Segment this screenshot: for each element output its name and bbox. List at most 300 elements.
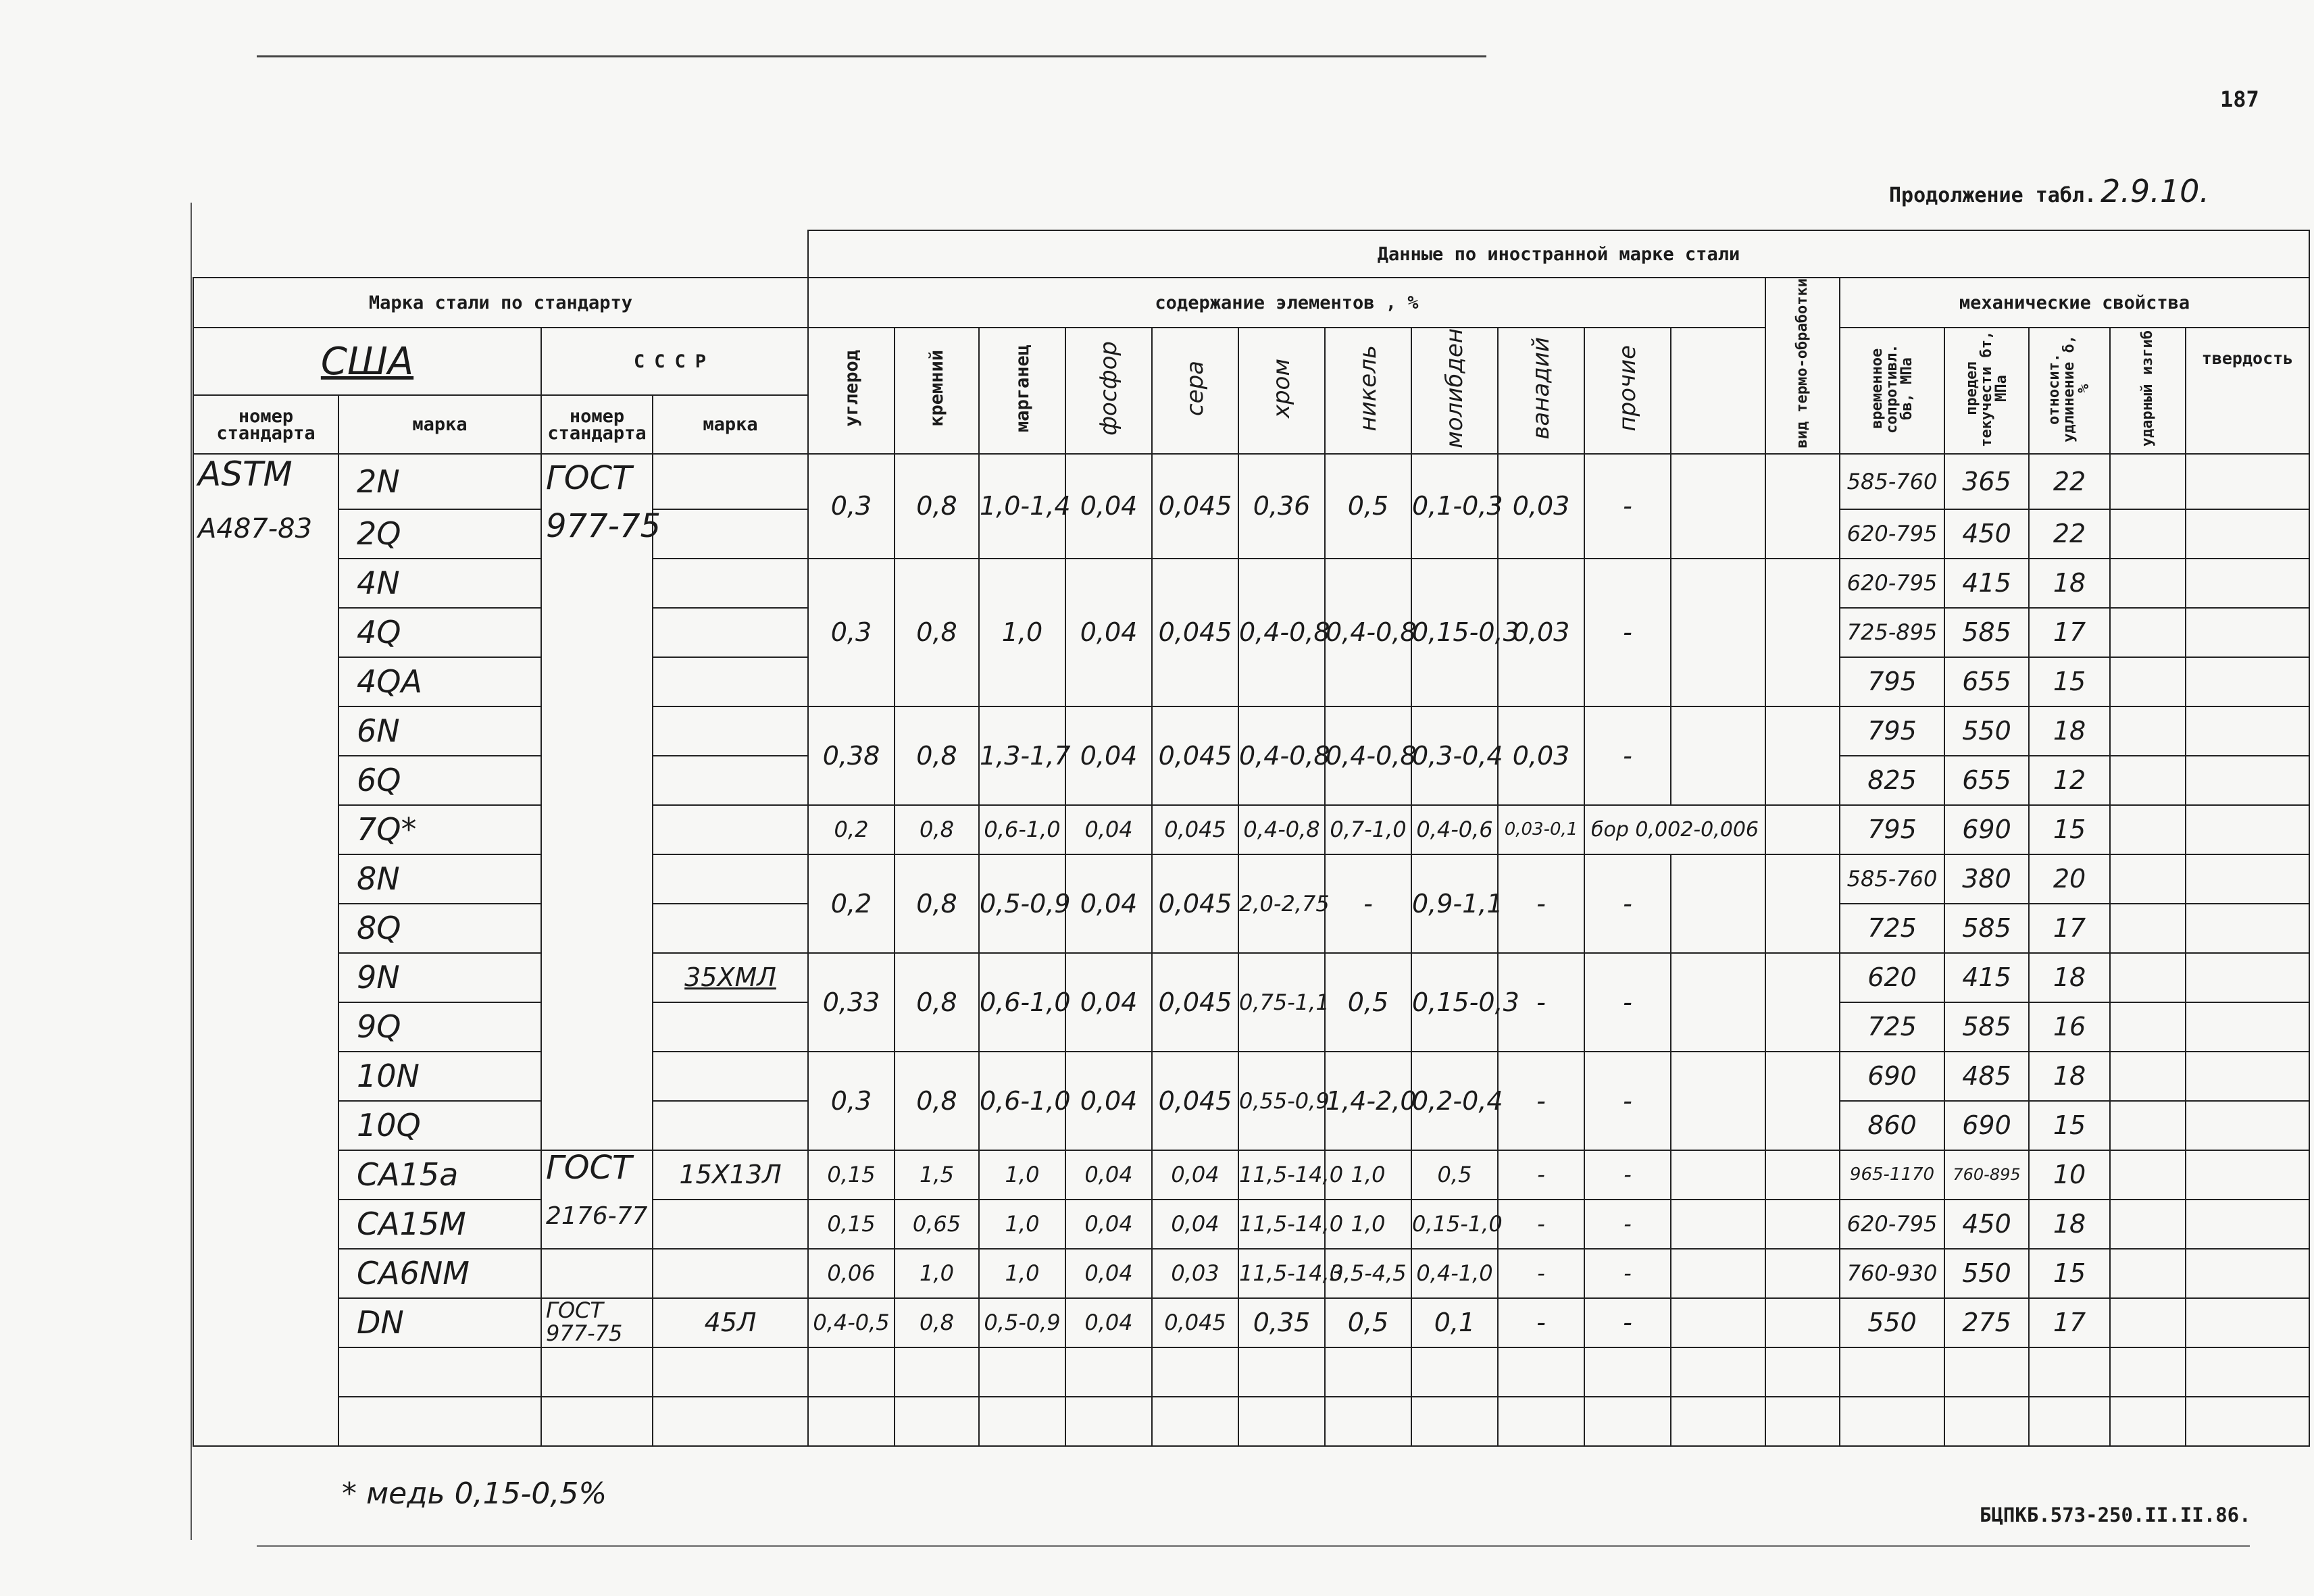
grade-cell: CA15M [338,1200,541,1249]
other-cell: - [1584,454,1671,559]
molybdenum-cell: 0,9-1,1 [1411,854,1498,953]
yield-cell: 760-895 [1944,1150,2029,1200]
other-cell: - [1584,1200,1671,1249]
elongation-cell: 15 [2029,805,2110,854]
impact-cell [2110,1002,2186,1052]
grade-cell: 6Q [338,756,541,805]
sulfur-cell: 0,045 [1152,953,1238,1052]
chromium-cell: 11,5-14,0 [1238,1150,1325,1200]
yield-cell: 655 [1944,756,2029,805]
table-reference: 2.9.10. [2101,173,2209,209]
header-other: прочие [1584,328,1671,454]
phosphorus-cell: 0,04 [1065,706,1152,805]
elongation-cell: 15 [2029,657,2110,706]
ussr-grade-cell [653,1200,808,1249]
elongation-cell: 17 [2029,904,2110,953]
chromium-cell: 0,36 [1238,454,1325,559]
sulfur-cell: 0,045 [1152,559,1238,706]
nickel-cell: 0,7-1,0 [1325,805,1411,854]
table-row [193,953,2309,1002]
tensile-cell: 795 [1840,805,1944,854]
tensile-cell: 825 [1840,756,1944,805]
usa-std-cell [193,1200,338,1249]
molybdenum-cell: 0,4-0,6 [1411,805,1498,854]
sulfur-cell: 0,045 [1152,706,1238,805]
table-row [193,1298,2309,1347]
ussr-std-cell [541,657,653,706]
nickel-cell: - [1325,854,1411,953]
yield-cell: 690 [1944,805,2029,854]
blank-cell [1671,1249,1765,1298]
ussr-grade-cell [653,657,808,706]
header-yield-strength: предел текучести бт, МПа [1944,328,2029,454]
left-margin-rule [191,203,192,1540]
hardness-cell [2186,559,2309,608]
heat-treatment-cell [1765,1200,1840,1249]
silicon-cell: 0,8 [895,706,979,805]
yield-cell: 485 [1944,1052,2029,1101]
manganese-cell: 1,0 [979,1150,1065,1200]
usa-std-cell [193,1101,338,1150]
carbon-cell: 0,3 [808,1052,895,1150]
usa-std-cell [193,953,338,1002]
ussr-std-cell: ГОСТ [541,1150,653,1200]
impact-cell [2110,854,2186,904]
other-cell: - [1584,559,1671,706]
hardness-cell [2186,1002,2309,1052]
hardness-cell [2186,953,2309,1002]
usa-std-cell: ASTM [193,454,338,509]
ussr-std-cell: ГОСТ [541,454,653,509]
ussr-grade-cell [653,756,808,805]
other-cell: - [1584,1298,1671,1347]
tensile-cell: 860 [1840,1101,1944,1150]
elongation-cell: 18 [2029,1052,2110,1101]
impact-cell [2110,805,2186,854]
ussr-grade-cell [653,854,808,904]
sulfur-cell: 0,045 [1152,1052,1238,1150]
tensile-cell: 620-795 [1840,559,1944,608]
heat-treatment-cell [1765,454,1840,559]
impact-cell [2110,953,2186,1002]
tensile-cell: 585-760 [1840,854,1944,904]
carbon-cell: 0,2 [808,854,895,953]
carbon-cell: 0,15 [808,1150,895,1200]
hardness-cell [2186,1101,2309,1150]
document-code: БЦПКБ.573-250.II.II.86. [1980,1503,2251,1526]
chromium-cell: 0,4-0,8 [1238,805,1325,854]
elongation-cell: 22 [2029,509,2110,559]
ussr-std-cell [541,1101,653,1150]
grade-cell: 10Q [338,1101,541,1150]
silicon-cell: 0,8 [895,953,979,1052]
grade-cell: CA6NM [338,1249,541,1298]
grade-cell: 4Q [338,608,541,657]
sulfur-cell: 0,045 [1152,854,1238,953]
ussr-std-cell: 977-75 [541,509,653,559]
usa-std-cell [193,1249,338,1298]
elongation-cell: 15 [2029,1101,2110,1150]
elongation-cell: 18 [2029,559,2110,608]
vanadium-cell: - [1498,1150,1584,1200]
ussr-std-cell [541,559,653,608]
tensile-cell: 725 [1840,1002,1944,1052]
other-cell: бор 0,002-0,006 [1584,805,1765,854]
manganese-cell: 1,3-1,7 [979,706,1065,805]
molybdenum-cell: 0,1 [1411,1298,1498,1347]
yield-cell: 585 [1944,1002,2029,1052]
silicon-cell: 0,8 [895,1052,979,1150]
ussr-grade-cell [653,1002,808,1052]
grade-cell: CA15a [338,1150,541,1200]
phosphorus-cell: 0,04 [1065,1052,1152,1150]
usa-std-cell [193,1298,338,1347]
other-cell: - [1584,706,1671,805]
elongation-cell: 16 [2029,1002,2110,1052]
ussr-header: СССР [541,328,808,395]
sulfur-cell: 0,045 [1152,805,1238,854]
molybdenum-cell: 0,4-1,0 [1411,1249,1498,1298]
phosphorus-cell: 0,04 [1065,1249,1152,1298]
yield-cell: 550 [1944,706,2029,756]
silicon-cell: 0,65 [895,1200,979,1249]
phosphorus-cell: 0,04 [1065,953,1152,1052]
heat-treatment-cell [1765,805,1840,854]
tensile-cell: 690 [1840,1052,1944,1101]
tensile-cell: 620-795 [1840,509,1944,559]
hardness-cell [2186,904,2309,953]
heat-treatment-cell [1765,1249,1840,1298]
molybdenum-cell: 0,2-0,4 [1411,1052,1498,1150]
blank-cell [1671,1298,1765,1347]
ussr-std-cell [541,854,653,904]
heat-treatment-cell [1765,559,1840,706]
ussr-std-cell: 2176-77 [541,1200,653,1249]
mechanical-properties-header: механические свойства [1840,278,2309,328]
tensile-cell: 620-795 [1840,1200,1944,1249]
other-cell: - [1584,953,1671,1052]
phosphorus-cell: 0,04 [1065,454,1152,559]
vanadium-cell: 0,03 [1498,559,1584,706]
silicon-cell: 0,8 [895,559,979,706]
usa-std-cell [193,904,338,953]
page-number: 187 [2220,86,2259,112]
usa-std-cell [193,854,338,904]
table-row [193,805,2309,854]
chromium-cell: 0,35 [1238,1298,1325,1347]
ussr-std-cell [541,953,653,1002]
element-content-header: содержание элементов , % [808,278,1765,328]
blank-cell [1671,706,1765,805]
heat-treatment-cell [1765,1298,1840,1347]
chromium-cell: 0,75-1,1 [1238,953,1325,1052]
header-manganese: марганец [979,328,1065,454]
impact-cell [2110,1249,2186,1298]
phosphorus-cell: 0,04 [1065,1200,1152,1249]
table-row [193,1249,2309,1298]
silicon-cell: 0,8 [895,805,979,854]
header-elongation: относит. удлинение δ, % [2029,328,2110,454]
grade-cell: 7Q* [338,805,541,854]
other-cell: - [1584,1150,1671,1200]
ussr-grade-cell [653,706,808,756]
header-impact-bend: ударный изгиб [2110,328,2186,454]
carbon-cell: 0,3 [808,454,895,559]
chromium-cell: 11,5-14,0 [1238,1249,1325,1298]
ussr-grade-cell [653,509,808,559]
manganese-cell: 0,6-1,0 [979,953,1065,1052]
yield-cell: 550 [1944,1249,2029,1298]
blank-cell [1671,1052,1765,1150]
usa-std-cell [193,1002,338,1052]
heat-treatment-cell [1765,1150,1840,1200]
ussr-grade-cell: 45Л [653,1298,808,1347]
ussr-std-cell [541,706,653,756]
tensile-cell: 795 [1840,657,1944,706]
table-row [193,706,2309,756]
vanadium-cell: - [1498,953,1584,1052]
impact-cell [2110,1150,2186,1200]
ussr-grade-cell [653,1052,808,1101]
yield-cell: 415 [1944,559,2029,608]
sulfur-cell: 0,045 [1152,454,1238,559]
sulfur-cell: 0,04 [1152,1150,1238,1200]
tensile-cell: 795 [1840,706,1944,756]
silicon-cell: 1,5 [895,1150,979,1200]
header-hardness: твердость [2186,328,2309,454]
impact-cell [2110,454,2186,509]
yield-cell: 585 [1944,608,2029,657]
molybdenum-cell: 0,5 [1411,1150,1498,1200]
molybdenum-cell: 0,15-1,0 [1411,1200,1498,1249]
nickel-cell: 0,4-0,8 [1325,706,1411,805]
other-cell: - [1584,1052,1671,1150]
vanadium-cell: - [1498,854,1584,953]
carbon-cell: 0,2 [808,805,895,854]
hardness-cell [2186,756,2309,805]
table-continuation-label [1889,173,2209,209]
vanadium-cell: 0,03 [1498,454,1584,559]
usa-std-cell [193,1150,338,1200]
ussr-grade-cell: 35ХМЛ [653,953,808,1002]
blank-corner [193,230,808,278]
carbon-cell: 0,15 [808,1200,895,1249]
yield-cell: 655 [1944,657,2029,706]
table-row [193,1150,2309,1200]
ussr-grade-cell [653,904,808,953]
yield-cell: 275 [1944,1298,2029,1347]
nickel-cell: 0,4-0,8 [1325,559,1411,706]
heat-treatment-cell [1765,854,1840,953]
manganese-cell: 0,5-0,9 [979,1298,1065,1347]
usa-std-cell [193,1052,338,1101]
yield-cell: 450 [1944,1200,2029,1249]
chromium-cell: 0,4-0,8 [1238,706,1325,805]
impact-cell [2110,1200,2186,1249]
empty-table-row [193,1347,2309,1397]
hardness-cell [2186,1200,2309,1249]
blank-cell [1671,1150,1765,1200]
manganese-cell: 0,5-0,9 [979,854,1065,953]
ussr-grade-header: марка [653,395,808,454]
ussr-grade-cell [653,1249,808,1298]
phosphorus-cell: 0,04 [1065,1298,1152,1347]
ussr-grade-cell [653,1101,808,1150]
elongation-cell: 20 [2029,854,2110,904]
yield-cell: 690 [1944,1101,2029,1150]
elongation-cell: 18 [2029,953,2110,1002]
yield-cell: 365 [1944,454,2029,509]
silicon-cell: 0,8 [895,1298,979,1347]
tensile-cell: 760-930 [1840,1249,1944,1298]
phosphorus-cell: 0,04 [1065,1150,1152,1200]
blank-cell [1671,953,1765,1052]
vanadium-cell: - [1498,1298,1584,1347]
hardness-cell [2186,608,2309,657]
molybdenum-cell: 0,3-0,4 [1411,706,1498,805]
hardness-cell [2186,657,2309,706]
hardness-cell [2186,1150,2309,1200]
phosphorus-cell: 0,04 [1065,854,1152,953]
nickel-cell: 1,0 [1325,1200,1411,1249]
grade-cell: 4QA [338,657,541,706]
header-tensile-strength: временное сопротивл. бв, МПа [1840,328,1944,454]
nickel-cell: 3,5-4,5 [1325,1249,1411,1298]
yield-cell: 380 [1944,854,2029,904]
chromium-cell: 2,0-2,75 [1238,854,1325,953]
empty-table-row [193,1397,2309,1446]
nickel-cell: 0,5 [1325,953,1411,1052]
blank-cell [1671,854,1765,953]
impact-cell [2110,1101,2186,1150]
blank-cell [1671,454,1765,559]
heat-treatment-header: вид термо-обработки [1765,278,1840,454]
carbon-cell: 0,4-0,5 [808,1298,895,1347]
impact-cell [2110,509,2186,559]
grade-cell: 10N [338,1052,541,1101]
usa-std-cell [193,657,338,706]
header-blank-element [1671,328,1765,454]
elongation-cell: 12 [2029,756,2110,805]
tensile-cell: 725-895 [1840,608,1944,657]
tensile-cell: 585-760 [1840,454,1944,509]
tensile-cell: 550 [1840,1298,1944,1347]
molybdenum-cell: 0,15-0,3 [1411,953,1498,1052]
yield-cell: 585 [1944,904,2029,953]
elongation-cell: 17 [2029,1298,2110,1347]
ussr-grade-cell: 15Х13Л [653,1150,808,1200]
usa-grade-header: марка [338,395,541,454]
heat-treatment-cell [1765,953,1840,1052]
usa-std-cell [193,608,338,657]
ussr-std-cell [541,1002,653,1052]
elongation-cell: 15 [2029,1249,2110,1298]
sulfur-cell: 0,045 [1152,1298,1238,1347]
hardness-cell [2186,1249,2309,1298]
carbon-cell: 0,33 [808,953,895,1052]
footnote-copper: * медь 0,15-0,5% [342,1476,607,1511]
usa-std-number-header: номер стандарта [193,395,338,454]
other-cell: - [1584,1249,1671,1298]
impact-cell [2110,657,2186,706]
grade-by-standard-header: Марка стали по стандарту [193,278,808,328]
ussr-grade-cell [653,805,808,854]
hardness-cell [2186,454,2309,509]
impact-cell [2110,1052,2186,1101]
usa-std-cell [193,805,338,854]
usa-std-cell: A487-83 [193,509,338,559]
nickel-cell: 1,0 [1325,1150,1411,1200]
blank-cell [1671,1200,1765,1249]
manganese-cell: 1,0 [979,1200,1065,1249]
ussr-grade-cell [653,559,808,608]
nickel-cell: 0,5 [1325,454,1411,559]
vanadium-cell: 0,03-0,1 [1498,805,1584,854]
grade-cell: 2Q [338,509,541,559]
table-row [193,1200,2309,1249]
tensile-cell: 725 [1840,904,1944,953]
hardness-cell [2186,805,2309,854]
yield-cell: 450 [1944,509,2029,559]
header-sulfur: сера [1152,328,1238,454]
heat-treatment-cell [1765,1052,1840,1150]
header-phosphorus: фосфор [1065,328,1152,454]
carbon-cell: 0,38 [808,706,895,805]
silicon-cell: 0,8 [895,854,979,953]
ussr-std-cell: ГОСТ 977-75 [541,1298,653,1347]
sulfur-cell: 0,03 [1152,1249,1238,1298]
grade-cell: DN [338,1298,541,1347]
usa-header: США [193,328,541,395]
chromium-cell: 0,55-0,9 [1238,1052,1325,1150]
manganese-cell: 0,6-1,0 [979,805,1065,854]
impact-cell [2110,756,2186,805]
elongation-cell: 17 [2029,608,2110,657]
header-vanadium: ванадий [1498,328,1584,454]
elongation-cell: 18 [2029,1200,2110,1249]
vanadium-cell: - [1498,1052,1584,1150]
usa-std-cell [193,706,338,756]
manganese-cell: 1,0-1,4 [979,454,1065,559]
top-rule [257,55,1486,57]
grade-cell: 9Q [338,1002,541,1052]
ussr-std-cell [541,1052,653,1101]
nickel-cell: 0,5 [1325,1298,1411,1347]
phosphorus-cell: 0,04 [1065,805,1152,854]
hardness-cell [2186,706,2309,756]
ussr-std-cell [541,608,653,657]
continuation-text: Продолжение табл. [1889,184,2097,207]
table-row [193,454,2309,509]
steel-grades-table [193,230,2310,1447]
chromium-cell: 11,5-14,0 [1238,1200,1325,1249]
hardness-cell [2186,1052,2309,1101]
ussr-std-number-header: номер стандарта [541,395,653,454]
ussr-grade-cell [653,608,808,657]
vanadium-cell: 0,03 [1498,706,1584,805]
usa-std-cell [193,756,338,805]
other-cell: - [1584,854,1671,953]
hardness-cell [2186,509,2309,559]
hardness-cell [2186,1298,2309,1347]
molybdenum-cell: 0,15-0,3 [1411,559,1498,706]
blank-cell [1671,559,1765,706]
manganese-cell: 0,6-1,0 [979,1052,1065,1150]
molybdenum-cell: 0,1-0,3 [1411,454,1498,559]
header-carbon: углерод [808,328,895,454]
hardness-cell [2186,854,2309,904]
elongation-cell: 10 [2029,1150,2110,1200]
